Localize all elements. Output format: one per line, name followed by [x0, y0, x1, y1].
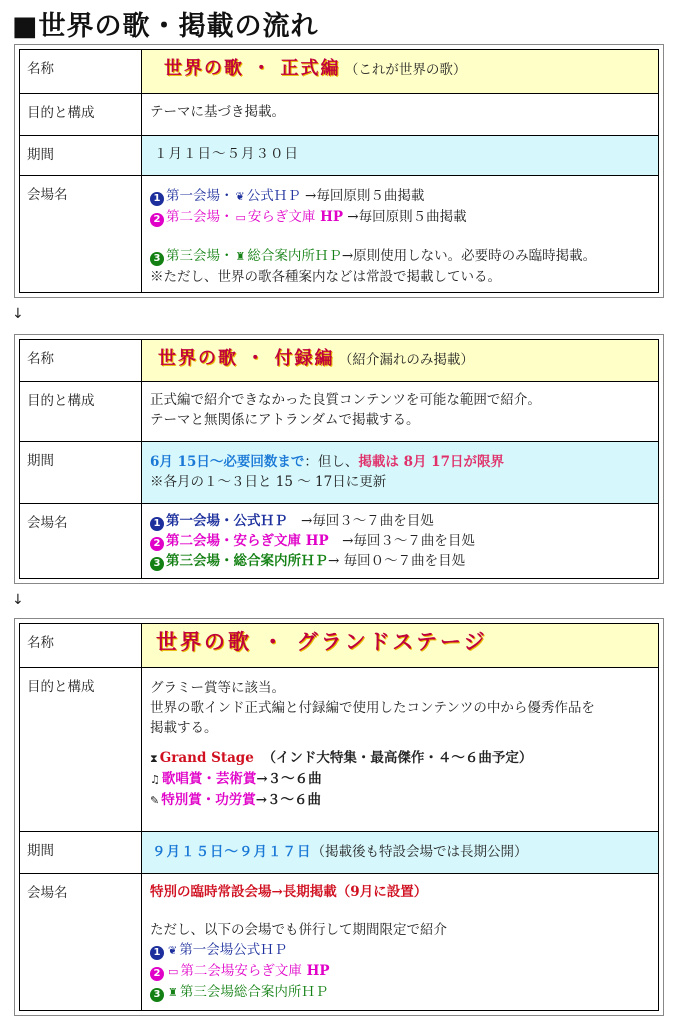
singers-icon: ♫: [150, 773, 160, 786]
period-line-2: ※各月の１～３日と 15 ～ 17日に更新: [150, 474, 387, 490]
value-period: [142, 442, 658, 503]
award-count: →３～６曲: [256, 771, 322, 787]
label-name: 名称: [20, 50, 142, 93]
purpose-line-1: 正式編で紹介できなかった良質コンテンツを可能な範囲で紹介。: [150, 392, 541, 408]
venue-name: 第三会場総合案内所ＨＰ: [179, 984, 329, 1000]
purpose-line-2: 世界の歌インド正式編と付録編で使用したコンテンツの中から優秀作品を: [150, 700, 595, 716]
number-1-badge: 1: [150, 517, 164, 531]
label-period: 期間: [20, 832, 142, 873]
value-period: [142, 832, 658, 873]
info-desk-icon: ♜: [235, 250, 246, 263]
number-2-badge: 2: [150, 537, 164, 551]
purpose-line-3: 掲載する。: [150, 720, 218, 736]
venue-rule: →毎回原則５曲掲載: [300, 188, 425, 204]
official-hp-icon: ❦: [235, 190, 245, 203]
award-label: 歌唱賞・芸術賞: [161, 771, 257, 787]
venue-name: 第二会場・: [166, 209, 234, 225]
award-label: 特別賞・功労賞: [161, 792, 256, 808]
label-venue: 会場名: [20, 504, 142, 578]
row-purpose: [20, 94, 658, 136]
purpose-line-1: グラミー賞等に該当。: [150, 680, 285, 696]
venue-line-3: [150, 551, 650, 571]
award-ribbon-icon: ✎: [150, 794, 160, 807]
edition-subtitle: （紹介漏れのみ掲載）: [338, 352, 474, 368]
row-purpose: [20, 382, 658, 442]
row-name: [20, 50, 658, 94]
row-period: [20, 442, 658, 504]
book-icon: ▭: [168, 965, 179, 978]
number-1-badge: 1: [150, 192, 164, 206]
venue-note: ただし、以下の会場でも併行して期間限定で紹介: [150, 922, 447, 938]
label-name: 名称: [20, 340, 142, 381]
table-grand-stage: [14, 618, 664, 1016]
venue-line-2: [150, 531, 650, 551]
venue-rule: →原則使用しない。必要時のみ臨時掲載。: [341, 248, 597, 264]
table-formal-edition: [14, 44, 664, 298]
value-name: [142, 50, 658, 93]
value-purpose: [142, 382, 658, 441]
label-venue: 会場名: [20, 176, 142, 292]
row-venue: [20, 504, 658, 578]
purpose-text: テーマに基づき掲載。: [150, 104, 285, 120]
value-purpose: [142, 668, 658, 831]
book-icon: ▭: [235, 211, 246, 224]
venue-site: 安らぎ文庫: [247, 209, 316, 225]
number-3-badge: 3: [150, 557, 164, 571]
award-line-2: [150, 790, 650, 811]
down-arrow: ↓: [12, 592, 24, 608]
edition-subtitle: （これが世界の歌）: [344, 62, 467, 78]
venue-name: 第一会場公式ＨＰ: [179, 942, 288, 958]
row-purpose: [20, 668, 658, 832]
venue-rule: → 毎回０～７曲を目処: [328, 553, 466, 569]
venue-line-1: [150, 511, 650, 531]
edition-title: 世界の歌 ・ 付録編: [158, 348, 335, 369]
venue-name: 第一会場・公式ＨＰ: [166, 513, 288, 529]
number-2-badge: 2: [150, 213, 164, 227]
label-period: 期間: [20, 442, 142, 503]
label-period: 期間: [20, 136, 142, 175]
edition-title: 世界の歌 ・ 正式編: [164, 58, 341, 79]
venue-line-2: [150, 207, 650, 228]
value-period: [142, 136, 658, 175]
value-name: [142, 624, 658, 667]
value-venue: [142, 176, 658, 292]
venue-line-1: [150, 940, 650, 961]
period-line: [152, 842, 650, 862]
row-venue: [20, 176, 658, 292]
venue-line-2: [150, 961, 650, 982]
hourglass-icon: ⧗: [150, 752, 158, 765]
value-name: [142, 340, 658, 381]
period-limit: 掲載は 8月 17日が限界: [358, 454, 504, 470]
official-hp-icon: ❦: [168, 944, 178, 957]
grand-stage-title: Grand Stage: [159, 750, 254, 766]
label-purpose: 目的と構成: [20, 382, 142, 441]
number-1-badge: 1: [150, 946, 164, 960]
table-border: [19, 339, 659, 579]
venue-hp: HP: [301, 963, 330, 979]
row-name: [20, 624, 658, 668]
label-purpose: 目的と構成: [20, 668, 142, 831]
info-desk-icon: ♜: [168, 986, 178, 999]
purpose-line-2: テーマと無関係にアトランダムで掲載する。: [150, 412, 420, 428]
value-venue: [142, 504, 658, 578]
edition-title: 世界の歌 ・ グランドステージ: [156, 629, 488, 654]
venue-name: 第三会場・: [166, 248, 234, 264]
venue-name: 第二会場・安らぎ文庫 HP: [166, 533, 329, 549]
venue-name: 第三会場・総合案内所ＨＰ: [166, 553, 328, 569]
period-note: （掲載後も特設会場では長期公開）: [311, 844, 528, 860]
label-venue: 会場名: [20, 874, 142, 1010]
number-3-badge: 3: [150, 988, 164, 1002]
venue-hp: HP: [315, 209, 344, 225]
row-venue: [20, 874, 658, 1010]
period-however: ：但し、: [304, 454, 359, 470]
venue-note: ※ただし、世界の歌各種案内などは常設で掲載している。: [150, 269, 501, 285]
label-purpose: 目的と構成: [20, 94, 142, 135]
page-title: ■世界の歌・掲載の流れ: [12, 11, 319, 42]
label-name: 名称: [20, 624, 142, 667]
period-line-1: [150, 452, 650, 472]
row-period: [20, 832, 658, 874]
venue-line-3: [150, 982, 650, 1003]
venue-special: 特別の臨時常設会場→長期掲載（9月に設置）: [150, 884, 428, 900]
period-start: 6月 15日～必要回数まで: [150, 454, 305, 470]
grand-stage-desc: （インド大特集・最高傑作・４～６曲予定）: [262, 750, 533, 766]
number-2-badge: 2: [150, 967, 164, 981]
award-line-1: [150, 769, 650, 790]
grand-stage-line: [150, 748, 650, 769]
award-count: →３～６曲: [255, 792, 322, 808]
venue-site: 総合案内所ＨＰ: [247, 248, 342, 264]
row-name: [20, 340, 658, 382]
table-border: [19, 49, 659, 293]
venue-name: 第二会場安らぎ文庫: [180, 963, 302, 979]
down-arrow: ↓: [12, 306, 24, 322]
venue-line-3: [150, 246, 650, 267]
value-venue: [142, 874, 658, 1010]
period-text: １月１日～５月３０日: [154, 146, 299, 162]
table-border: [19, 623, 659, 1011]
value-purpose: [142, 94, 658, 135]
period-dates: ９月１５日～９月１７日: [152, 844, 312, 860]
venue-rule: →毎回３～７曲を目処: [328, 533, 475, 549]
venue-rule: →毎回原則５曲掲載: [343, 209, 467, 225]
venue-site: 公式ＨＰ: [246, 188, 301, 204]
table-appendix-edition: [14, 334, 664, 584]
venue-name: 第一会場・: [166, 188, 234, 204]
number-3-badge: 3: [150, 252, 164, 266]
row-period: [20, 136, 658, 176]
venue-rule: →毎回３～７曲を目処: [287, 513, 434, 529]
venue-line-1: [150, 186, 650, 207]
